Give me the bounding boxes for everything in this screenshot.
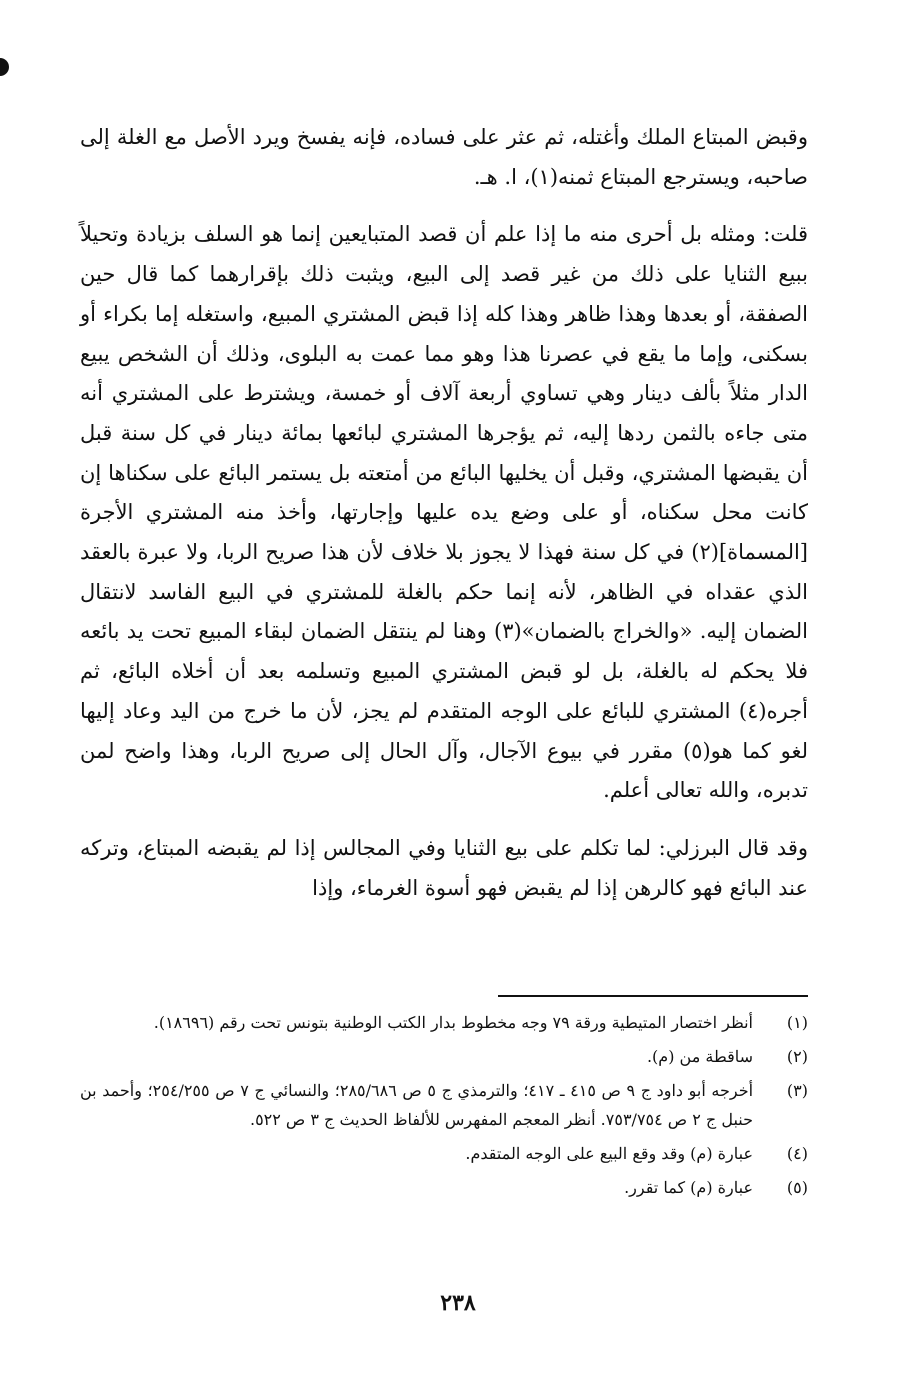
footnote-text: أخرجه أبو داود ج ٩ ص ٤١٥ ـ ٤١٧؛ والترمذي ج ٥ ص ٢٨٥/٦٨٦؛ والنسائي ج ٧ ص ٢٥٤/٢٥٥؛ وأحمد بن حنبل ج ٢ ص ٧٥٣/٧٥٤. أنظر المعجم المفهرس للألفاظ الحديث ج ٣ ص ٥٢٢. bbox=[80, 1081, 754, 1129]
footnote-1 bbox=[80, 1008, 808, 1037]
footnote-number: (٢) bbox=[786, 1047, 808, 1066]
footnote-text: ساقطة من (م). bbox=[646, 1047, 753, 1066]
footnote-number: (٤) bbox=[786, 1144, 808, 1163]
footnote-number: (٣) bbox=[786, 1081, 808, 1100]
paragraph-1: وقبض المبتاع الملك وأغتله، ثم عثر على فساده، فإنه يفسخ ويرد الأصل مع الغلة إلى صاحبه، ويسترجع المبتاع ثمنه(١)، ا. هـ. bbox=[80, 125, 808, 189]
footnotes bbox=[80, 1008, 808, 1207]
page-number: ٢٣٨ bbox=[440, 1290, 476, 1316]
footnote-2 bbox=[80, 1042, 808, 1071]
page-edge-mark bbox=[0, 58, 9, 76]
footnote-4 bbox=[80, 1139, 808, 1168]
footnote-number: (٥) bbox=[786, 1178, 808, 1197]
footnote-5 bbox=[80, 1173, 808, 1202]
paragraph-2: قلت: ومثله بل أحرى منه ما إذا علم أن قصد المتبايعين إنما هو السلف بزيادة وتحيلاً ببيع الثنايا على ذلك من غير قصد إلى البيع، ويثبت ذلك بإقرارهما كما قال حين الصفقة، أو بعدها وهذا ظاهر وهذا كله إذا قبض المشتري المبيع، واستغله إما بكراء أو بسكنى، وإما ما يقع في عصرنا هذا وهو مما عمت به البلوى، وذلك أن الشخص يبيع الدار مثلاً بألف دينار وهي تساوي أربعة آلاف أو خمسة، ويشترط على المشتري أنه متى جاءه بالثمن ردها إليه، ثم يؤجرها المشتري لبائعها بمائة دينار في كل سنة قبل أن يقبضها المشتري، وقبل أن يخليها البائع من أمتعته بل يستمر البائع على سكناها إن كانت محل سكناه، أو على وضع يده عليها وإجارتها، وأخذ منه المشتري الأجرة [المسماة](٢) في كل سنة فهذا لا يجوز بلا خلاف لأن هذا صريح الربا، ولا عبرة بالعقد الذي عقداه في الظاهر، لأنه إنما حكم بالغلة للمشتري في البيع الفاسد لانتقال الضمان إليه. «والخراج بالضمان»(٣) وهنا لم ينتقل الضمان لبقاء المبيع تحت يد بائعه فلا يحكم له بالغلة، بل لو قبض المشتري المبيع وتسلمه بعد أن أخلاه البائع، ثم أجره(٤) المشتري للبائع على الوجه المتقدم لم يجز، لأن ما خرج من اليد وعاد إليها لغو كما هو(٥) مقرر في بيوع الآجال، وآل الحال إلى صريح الربا، وهذا واضح لمن تدبره، والله تعالى أعلم. bbox=[80, 222, 808, 803]
footnote-text: أنظر اختصار المتيطية ورقة ٧٩ وجه مخطوط بدار الكتب الوطنية بتونس تحت رقم (١٨٦٩٦). bbox=[153, 1013, 753, 1032]
footnote-text: عبارة (م) كما تقرر. bbox=[624, 1178, 753, 1197]
footnote-number: (١) bbox=[786, 1013, 808, 1032]
footnote-3 bbox=[80, 1076, 808, 1134]
footnote-separator bbox=[498, 995, 808, 997]
main-text bbox=[80, 118, 808, 926]
footnote-text: عبارة (م) وقد وقع البيع على الوجه المتقدم. bbox=[465, 1144, 753, 1163]
paragraph-3: وقد قال البرزلي: لما تكلم على بيع الثنايا وفي المجالس إذا لم يقبضه المبتاع، وتركه عند البائع فهو كالرهن إذا لم يقبض فهو أسوة الغرماء، وإذا bbox=[80, 835, 808, 900]
